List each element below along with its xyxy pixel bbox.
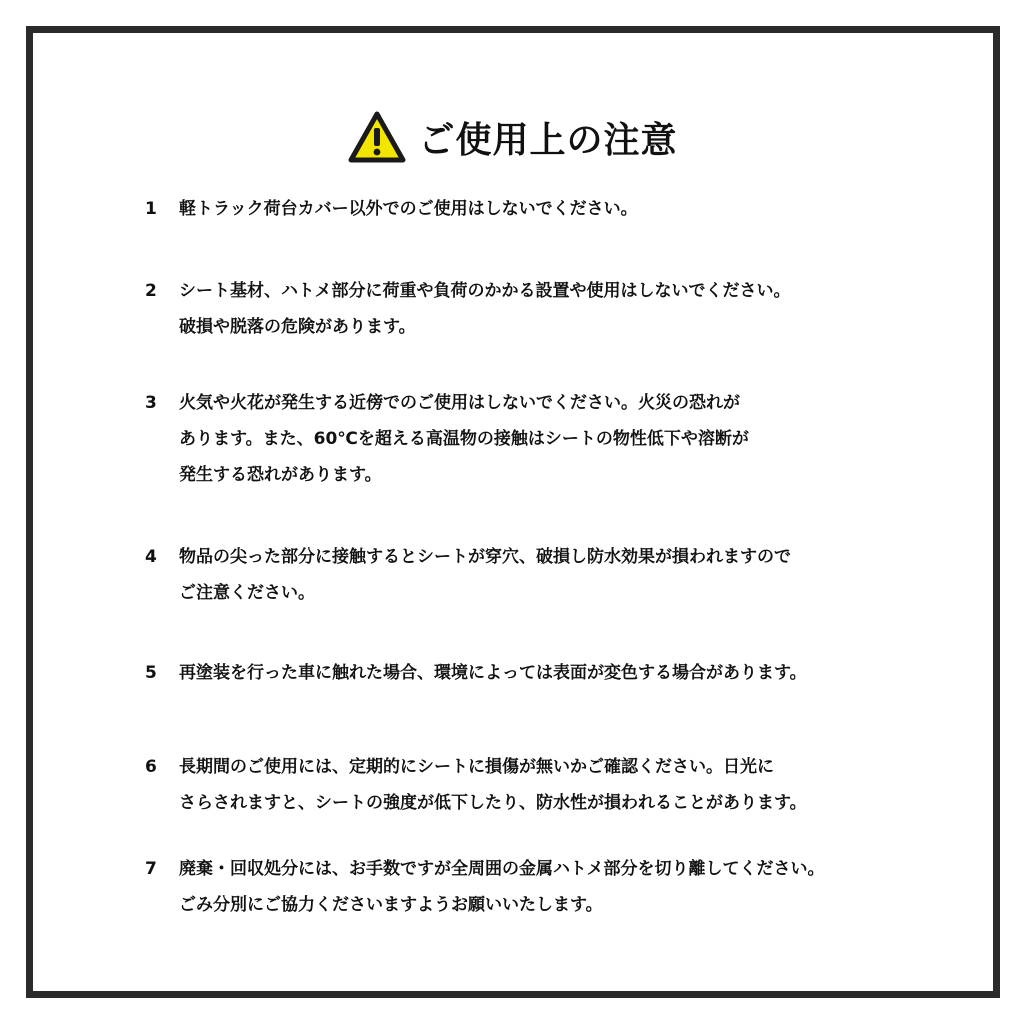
item-line: 破損や脱落の危険があります。 <box>179 317 416 337</box>
title-row <box>33 105 993 169</box>
item-text <box>179 273 969 345</box>
item-text <box>179 749 969 821</box>
item-number: 4 <box>145 547 157 567</box>
page-title: ご使用上の注意 <box>418 119 678 161</box>
item-number: 1 <box>145 199 157 219</box>
item-number: 6 <box>145 757 157 777</box>
item-line: 廃棄・回収処分には、お手数ですが全周囲の金属ハトメ部分を切り離してください。 <box>179 859 825 879</box>
item-number: 3 <box>145 393 157 413</box>
warning-icon <box>348 110 406 164</box>
item-line: 発生する恐れがあります。 <box>179 465 382 485</box>
notice-frame <box>26 26 1000 998</box>
item-text <box>179 655 969 691</box>
item-line: 長期間のご使用には、定期的にシートに損傷が無いかご確認ください。日光に <box>179 757 774 777</box>
item-number: 2 <box>145 281 157 301</box>
item-number: 7 <box>145 859 157 879</box>
item-line: 再塗装を行った車に触れた場合、環境によっては表面が変色する場合があります。 <box>179 663 807 683</box>
item-text <box>179 851 969 923</box>
item-line: あります。また、60℃を超える高温物の接触はシートの物性低下や溶断が <box>179 429 749 449</box>
item-text <box>179 539 969 611</box>
item-line: 軽トラック荷台カバー以外でのご使用はしないでください。 <box>179 199 638 219</box>
item-line: さらされますと、シートの強度が低下したり、防水性が損われることがあります。 <box>179 793 807 813</box>
item-text <box>179 191 969 227</box>
item-number: 5 <box>145 663 157 683</box>
item-line: 物品の尖った部分に接触するとシートが穿穴、破損し防水効果が損われますので <box>179 547 791 567</box>
item-line: ごみ分別にご協力くださいますようお願いいたします。 <box>179 895 603 915</box>
item-line: 火気や火花が発生する近傍でのご使用はしないでください。火災の恐れが <box>179 393 740 413</box>
item-line: ご注意ください。 <box>179 583 315 603</box>
item-line: シート基材、ハトメ部分に荷重や負荷のかかる設置や使用はしないでください。 <box>179 281 791 301</box>
item-text <box>179 385 969 493</box>
